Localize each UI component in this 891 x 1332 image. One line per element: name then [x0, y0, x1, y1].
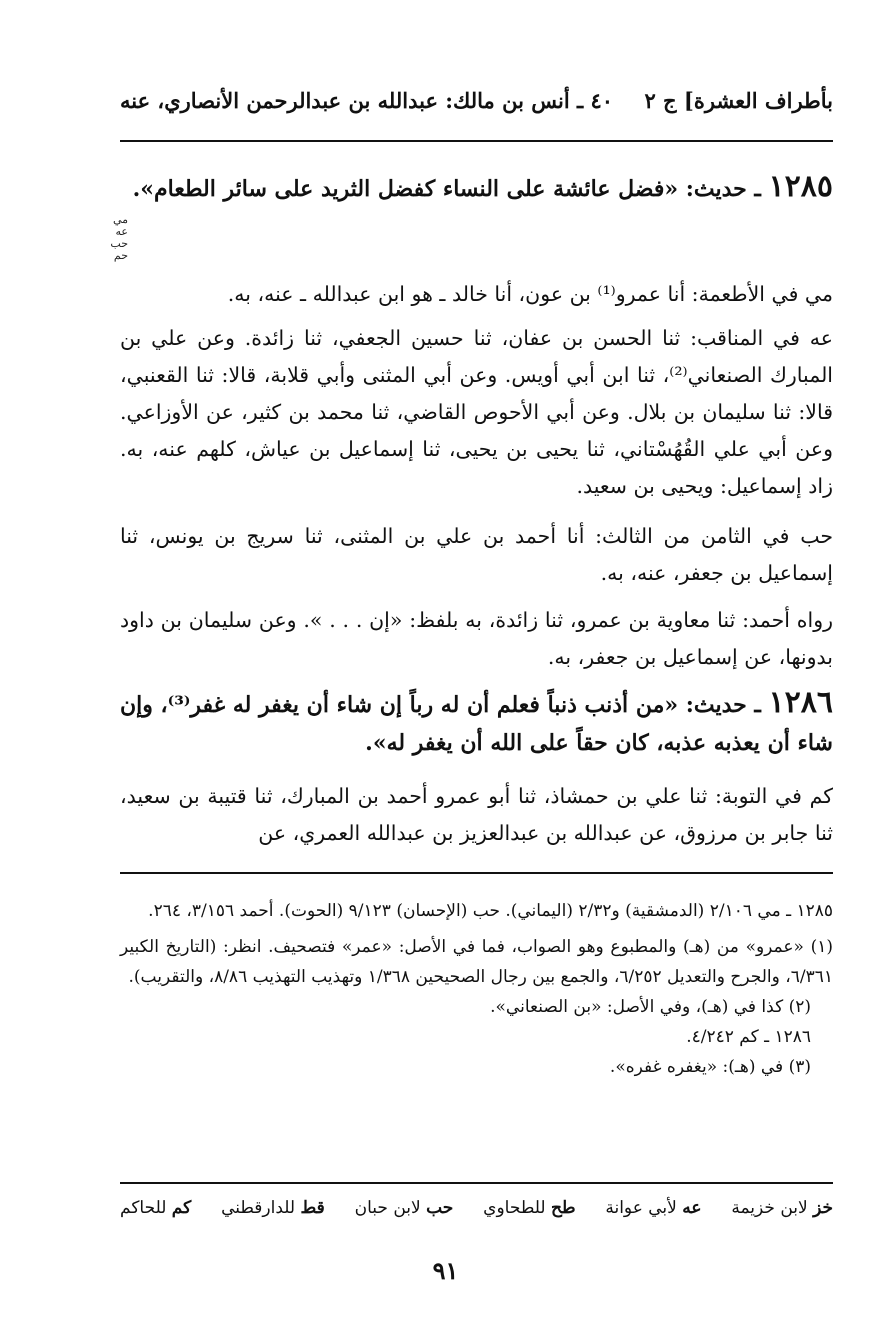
paragraph-text: عه في المناقب: ثنا الحسن بن عفان، ثنا حسين الجعفي، ثنا زائدة. وعن علي بن المبارك الصنعاني⁽²⁾، ثنا ابن أبي أويس. وعن أبي المثنى وأبي قلابة، قالا: ثنا القعنبي، قالا: ثنا سليمان بن بلال. وعن أبي الأحوص القاضي، ثنا محمد بن كثير، عن الأوزاعي. وعن أبي علي القُهُسْتاني، ثنا يحيى بن يحيى، ثنا إسماعيل بن عياش، كلهم عنه، به. زاد إسماعيل: ويحيى بن سعيد.	[120, 326, 834, 498]
paragraph-text: رواه أحمد: ثنا معاوية بن عمرو، ثنا زائدة، به بلفظ: «إن . . . ». وعن سليمان بن داود بدونها، عن إسماعيل بن جعفر، به.	[120, 608, 833, 669]
header-book-title: بأطراف العشرة] ج ٢	[644, 88, 833, 113]
hadith-number: ١٢٨٦	[768, 685, 833, 720]
paragraph-ahmad	[120, 602, 833, 676]
footnote: (١) «عمرو» من (هـ) والمطبوع وهو الصواب، فما في الأصل: «عمر» فتصحيف. انظر: (التاريخ الكبير ٦/٣٦١، والجرح والتعديل ٦/٢٥٢، والجمع بين رجال الصحيحين ١/٣٦٨ وتهذيب التهذيب ٨/٨٦، والتقريب).	[120, 937, 833, 987]
abbreviation-item: طح للطحاوي	[483, 1198, 576, 1218]
footnote: ١٢٨٦ ـ كم ٤/٢٤٢.	[686, 1027, 811, 1047]
paragraph-abu-awana	[120, 320, 833, 505]
hadith-text: ـ حديث: «من أذنب ذنباً فعلم أن له رباً إن شاء أن يغفر له غفر⁽³⁾، وإن شاء أن يعذبه عذبه، كان حقاً على الله أن يغفر له».	[120, 692, 833, 756]
header-rule	[120, 140, 833, 142]
footnotes	[120, 896, 833, 1082]
footnote: ١٢٨٥ ـ مي ٢/١٠٦ (الدمشقية) و٢/٣٢ (اليماني). حب (الإحسان) ٩/١٢٣ (الحوت). أحمد ٣/١٥٦، ٢٦٤.	[148, 901, 833, 921]
paragraph-text: مي في الأطعمة: أنا عمرو⁽¹⁾ بن عون، أنا خالد ـ هو ابن عبدالله ـ عنه، به.	[227, 282, 833, 306]
paragraph-darimi	[120, 276, 833, 313]
footnote: (٢) كذا في (هـ)، وفي الأصل: «بن الصنعاني».	[490, 997, 811, 1017]
hadith-text: ـ حديث: «فضل عائشة على النساء كفضل الثريد على سائر الطعام».	[132, 176, 761, 202]
page-number: ٩١	[432, 1256, 459, 1285]
source-marks: مي عه حب حم	[110, 213, 128, 262]
hadith-1285	[110, 168, 833, 262]
footnote: (٣) في (هـ): «يغفره غفره».	[609, 1057, 811, 1077]
paragraph-ibn-hibban	[120, 518, 833, 592]
abbreviation-key	[120, 1198, 833, 1218]
abbreviation-item: قط للدارقطني	[221, 1198, 325, 1218]
running-header	[120, 88, 833, 113]
paragraph-text: كم في التوبة: ثنا علي بن حمشاذ، ثنا أبو عمرو أحمد بن المبارك، ثنا قتيبة بن سعيد، ثنا جابر بن مرزوق، عن عبدالله بن عبدالعزيز بن عبدالله العمري، عن	[120, 784, 833, 845]
footnote-rule	[120, 872, 833, 874]
hadith-number: ١٢٨٥	[768, 169, 833, 204]
header-chapter: ٤٠ ـ أنس بن مالك: عبدالله بن عبدالرحمن الأنصاري، عنه	[120, 88, 614, 113]
hadith-1286	[120, 684, 833, 762]
abbreviation-item: عه لأبي عوانة	[605, 1198, 702, 1218]
abbreviation-rule	[120, 1182, 833, 1184]
paragraph-hakim	[120, 778, 833, 852]
paragraph-text: حب في الثامن من الثالث: أنا أحمد بن علي بن المثنى، ثنا سريج بن يونس، ثنا إسماعيل بن جعفر، عنه، به.	[120, 524, 833, 585]
abbreviation-item: كم للحاكم	[120, 1198, 192, 1218]
abbreviation-item: حب لابن حبان	[354, 1198, 454, 1218]
abbreviation-item: خز لابن خزيمة	[731, 1198, 833, 1218]
